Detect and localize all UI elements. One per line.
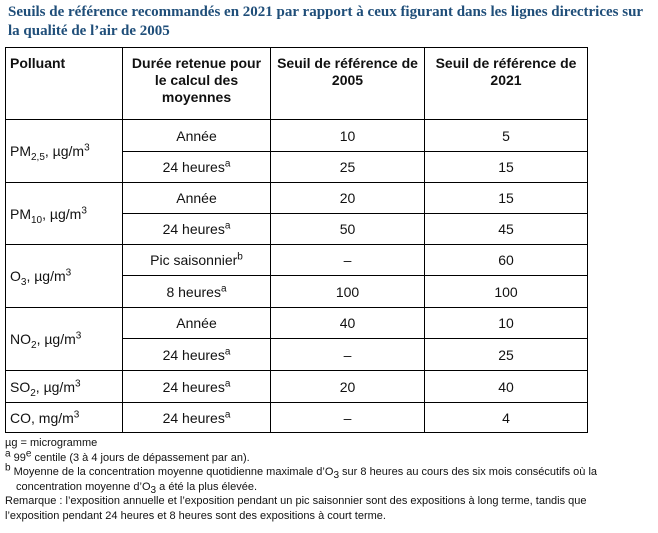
duration-cell: 24 heures$^a$ bbox=[123, 339, 271, 371]
table-row bbox=[6, 371, 588, 403]
value-2005-cell: 10 bbox=[271, 120, 425, 152]
duration-cell: Année bbox=[123, 120, 271, 152]
table-row bbox=[6, 403, 588, 433]
header-ref-2005: Seuil de référence de 2005 bbox=[271, 48, 425, 120]
value-2021-cell: 60 bbox=[425, 245, 588, 276]
value-2021-cell: 25 bbox=[425, 339, 588, 371]
value-2005-cell: 40 bbox=[271, 308, 425, 339]
duration-cell: 24 heures$^a$ bbox=[123, 214, 271, 245]
value-2005-cell: 25 bbox=[271, 152, 425, 183]
pollutant-o3: $O_3$, $\mu g/m^3$ bbox=[6, 245, 123, 308]
value-2021-cell: 100 bbox=[425, 276, 588, 308]
value-2005-cell: 20 bbox=[271, 183, 425, 214]
table-notes bbox=[5, 436, 655, 523]
header-row bbox=[6, 48, 588, 120]
pollutant-co: CO, $mg/m^3$ bbox=[6, 403, 123, 433]
note-b: $^b$ Moyenne de la concentration moyenne quotidienne maximale $d’O_3$ sur 8 heures au cours des six mois consécutifs où la bbox=[5, 462, 598, 482]
note-b-continuation: concentration moyenne $d’O_3$ a été la plus élevée. bbox=[16, 480, 257, 496]
duration-cell: 8 heures$^a$ bbox=[123, 276, 271, 308]
pollutant-no2: $NO_2$, $\mu g/m^3$ bbox=[6, 308, 123, 371]
value-2021-cell: 45 bbox=[425, 214, 588, 245]
value-2021-cell: 15 bbox=[425, 183, 588, 214]
duration-cell: 24 heures$^a$ bbox=[123, 371, 271, 403]
note-microgram: µg = microgramme bbox=[5, 437, 98, 449]
header-ref-2021: Seuil de référence de 2021 bbox=[425, 48, 588, 120]
value-2021-cell: 15 bbox=[425, 152, 588, 183]
pollutant-so2: $SO_2$, $\mu g/m^3$ bbox=[6, 371, 123, 403]
header-duration: Durée retenue pour le calcul des moyennes bbox=[123, 48, 271, 120]
duration-cell: Année bbox=[123, 183, 271, 214]
note-remark-continuation: l’exposition pendant 24 heures et 8 heures sont des expositions à court terme. bbox=[5, 509, 386, 522]
value-2021-cell: 4 bbox=[425, 403, 588, 433]
value-2005-cell: 20 bbox=[271, 371, 425, 403]
value-2005-cell: 50 bbox=[271, 214, 425, 245]
value-2005-cell: – bbox=[271, 403, 425, 433]
duration-cell: 24 heures$^a$ bbox=[123, 403, 271, 433]
table-title: Seuils de référence recommandés en 2021 par rapport à ceux figurant dans les lignes directrices sur la qualité de l’air de 2005 bbox=[8, 4, 643, 39]
value-2021-cell: 40 bbox=[425, 371, 588, 403]
table-row bbox=[6, 245, 588, 276]
value-2021-cell: 5 bbox=[425, 120, 588, 152]
value-2005-cell: – bbox=[271, 245, 425, 276]
duration-cell: 24 heures$^a$ bbox=[123, 152, 271, 183]
reference-thresholds-table bbox=[5, 47, 588, 433]
value-2005-cell: 100 bbox=[271, 276, 425, 308]
duration-cell: Année bbox=[123, 308, 271, 339]
table-row bbox=[6, 120, 588, 152]
pollutant-pm25: $PM_{2,5}$, $\mu g/m^3$ bbox=[6, 120, 123, 183]
note-a: $^a$ 99e centile (3 à 4 jours de dépassement par an). bbox=[5, 447, 250, 464]
table-row bbox=[6, 183, 588, 214]
duration-cell: Pic saisonnier$^b$ bbox=[123, 245, 271, 276]
table-row bbox=[6, 308, 588, 339]
value-2021-cell: 10 bbox=[425, 308, 588, 339]
pollutant-pm10: $PM_{10}$, $\mu g/m^3$ bbox=[6, 183, 123, 245]
header-pollutant: Polluant bbox=[6, 48, 123, 120]
value-2005-cell: – bbox=[271, 339, 425, 371]
note-remark: Remarque : l’exposition annuelle et l’exposition pendant un pic saisonnier sont des expositions à long terme, tandis que bbox=[5, 495, 587, 507]
